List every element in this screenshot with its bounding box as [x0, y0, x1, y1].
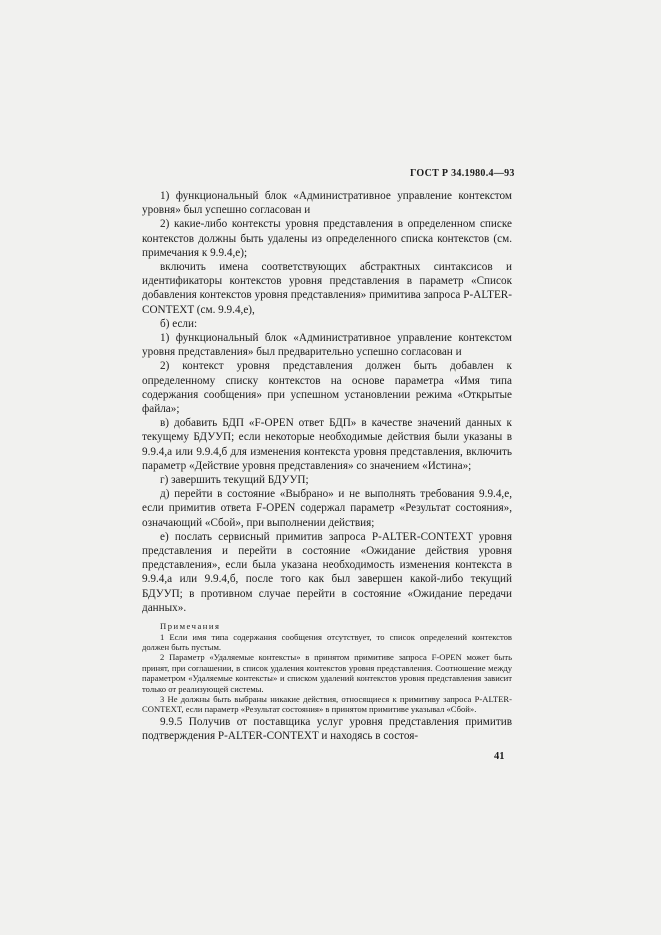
paragraph-10: е) послать сервисный примитив запроса P-ALTER-CONTEXT уровня представления и перейти в состояние «Ожидание действия уровня представления», если была указана необходимость изменения контекста в 9.9.4,а или 9.9.4,б, после того как был завершен какой-либо текущий БДУУП; в противном случае перейти в состояние «Ожидание передачи данных».	[142, 530, 512, 614]
paragraph-8: г) завершить текущий БДУУП;	[160, 474, 309, 487]
note-item: 1 Если имя типа содержания сообщения отсутствует, то список определений контекстов должен быть пустым.	[142, 631, 512, 652]
paragraph-4: б) если:	[160, 317, 198, 330]
paragraph-7: в) добавить БДП «F-OPEN ответ БДП» в качестве значений данных к текущему БДУУП; если некоторые необходимые действия были указаны в 9.9.4,а или 9.9.4,б для изменения контекста уровня представления, включить параметр «Действие уровня представления» со значением «Истина»;	[142, 417, 512, 472]
note-item: 3 Не должны быть выбраны никакие действия, относящиеся к примитиву запроса P-ALTER-CONTEXT, если параметр «Результат состояния» в принятом примитиве указывал «Сбой».	[142, 693, 512, 715]
paragraph-1: 1) функциональный блок «Административное управление контекстом уровня» был успешно согласован и	[142, 190, 512, 217]
note-item: 2 Параметр «Удаляемые контексты» в принятом примитиве запроса F-OPEN может быть принят, при соглашении, в список удаления контекстов уровня представления. Соотношение между параметром «Удаляемые контексты» и списком удалений контекстов уровня представления зависит только от реализующей системы.	[142, 652, 512, 694]
body-text	[142, 189, 512, 743]
paragraph-6: 2) контекст уровня представления должен быть добавлен к определенному списку контекстов на основе параметра «Имя типа содержания сообщения» при успешном установлении режима «Открытые файла»;	[142, 360, 512, 416]
running-header: ГОСТ Р 34.1980.4—93	[410, 168, 515, 179]
section-9-9-5-paragraph: 9.9.5 Получив от поставщика услуг уровня представления примитив подтверждения P-ALTER-CONTEXT и находясь в состоя-	[142, 715, 512, 742]
paragraph-9: д) перейти в состояние «Выбрано» и не выполнять требования 9.9.4,е, если примитив ответа F-OPEN содержал параметр «Результат состояния», означающий «Сбой», при выполнении действия;	[142, 488, 512, 529]
page-number: 41	[494, 751, 505, 762]
notes-section	[142, 621, 512, 715]
paragraph-5: 1) функциональный блок «Административное управление контекстом уровня представления» был предварительно успешно согласован и	[142, 332, 512, 359]
paragraph-3: включить имена соответствующих абстрактных синтаксисов и идентификаторы контекстов уровня представления в параметр «Список добавления контекстов уровня представления» примитива запроса P-ALTER-CONTEXT (см. 9.9.4,е),	[142, 261, 512, 316]
paragraph-2: 2) какие-либо контексты уровня представления в определенном списке контекстов должны быть удалены из определенного списка контекстов (см. примечания к 9.9.4,е);	[142, 218, 512, 259]
notes-title: Примечания	[160, 621, 221, 632]
